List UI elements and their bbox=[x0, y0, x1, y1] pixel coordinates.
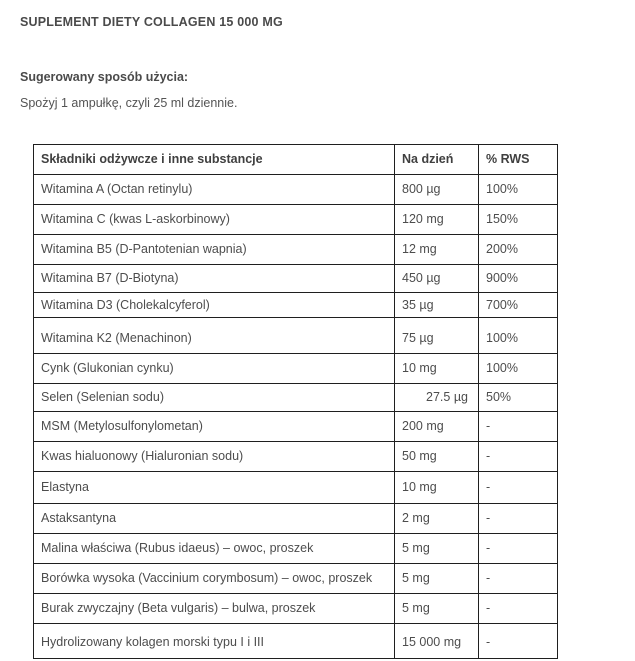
table-row bbox=[34, 293, 558, 318]
ingredient-amount-cell: 200 mg bbox=[395, 412, 479, 442]
ingredient-rws-cell: 900% bbox=[479, 265, 558, 293]
ingredient-name-cell: Cynk (Glukonian cynku) bbox=[34, 354, 395, 384]
usage-heading: Sugerowany sposób użycia: bbox=[20, 70, 189, 84]
ingredient-name-cell: Witamina B7 (D-Biotyna) bbox=[34, 265, 395, 293]
ingredient-rws-cell: - bbox=[479, 594, 558, 624]
table-row bbox=[34, 442, 558, 472]
ingredient-name-cell: Hydrolizowany kolagen morski typu I i III bbox=[34, 624, 395, 659]
ingredient-rws-cell: - bbox=[479, 624, 558, 659]
ingredient-amount-cell: 5 mg bbox=[395, 564, 479, 594]
ingredient-name-cell: Witamina A (Octan retinylu) bbox=[34, 175, 395, 205]
ingredient-amount-cell: 800 µg bbox=[395, 175, 479, 205]
table-row bbox=[34, 594, 558, 624]
table-row bbox=[34, 318, 558, 354]
table-header-row bbox=[34, 145, 558, 175]
ingredient-rws-cell: - bbox=[479, 442, 558, 472]
col-header-rws: % RWS bbox=[479, 145, 558, 175]
table-row bbox=[34, 205, 558, 235]
ingredient-name-cell: Kwas hialuonowy (Hialuronian sodu) bbox=[34, 442, 395, 472]
ingredient-name-cell: Astaksantyna bbox=[34, 504, 395, 534]
ingredient-amount-cell: 35 µg bbox=[395, 293, 479, 318]
table-row bbox=[34, 564, 558, 594]
ingredient-rws-cell: - bbox=[479, 412, 558, 442]
ingredient-amount-cell: 5 mg bbox=[395, 534, 479, 564]
table-body bbox=[34, 175, 558, 659]
ingredient-name-cell: Borówka wysoka (Vaccinium corymbosum) – owoc, proszek bbox=[34, 564, 395, 594]
ingredient-amount-cell: 12 mg bbox=[395, 235, 479, 265]
table-row bbox=[34, 175, 558, 205]
ingredient-name-cell: Witamina D3 (Cholekalcyferol) bbox=[34, 293, 395, 318]
ingredient-rws-cell: 150% bbox=[479, 205, 558, 235]
page-title: SUPLEMENT DIETY COLLAGEN 15 000 MG bbox=[20, 15, 283, 29]
ingredient-amount-cell: 10 mg bbox=[395, 354, 479, 384]
ingredient-amount-cell: 10 mg bbox=[395, 472, 479, 504]
table-row bbox=[34, 412, 558, 442]
ingredient-rws-cell: 100% bbox=[479, 175, 558, 205]
ingredient-rws-cell: - bbox=[479, 534, 558, 564]
table-row bbox=[34, 534, 558, 564]
ingredient-name-cell: Witamina B5 (D-Pantotenian wapnia) bbox=[34, 235, 395, 265]
table-row bbox=[34, 624, 558, 659]
ingredient-rws-cell: 50% bbox=[479, 384, 558, 412]
usage-instructions: Spożyj 1 ampułkę, czyli 25 ml dziennie. bbox=[20, 96, 238, 110]
ingredient-amount-cell: 27.5 µg bbox=[395, 384, 479, 412]
ingredient-name-cell: MSM (Metylosulfonylometan) bbox=[34, 412, 395, 442]
ingredient-rws-cell: - bbox=[479, 504, 558, 534]
ingredient-rws-cell: 100% bbox=[479, 354, 558, 384]
ingredient-name-cell: Witamina C (kwas L-askorbinowy) bbox=[34, 205, 395, 235]
table-row bbox=[34, 472, 558, 504]
col-header-per-day: Na dzień bbox=[395, 145, 479, 175]
table-row bbox=[34, 354, 558, 384]
ingredient-amount-cell: 2 mg bbox=[395, 504, 479, 534]
ingredient-amount-cell: 5 mg bbox=[395, 594, 479, 624]
ingredient-amount-cell: 450 µg bbox=[395, 265, 479, 293]
table-row bbox=[34, 235, 558, 265]
ingredient-name-cell: Burak zwyczajny (Beta vulgaris) – bulwa, proszek bbox=[34, 594, 395, 624]
ingredient-amount-cell: 75 µg bbox=[395, 318, 479, 354]
ingredient-name-cell: Elastyna bbox=[34, 472, 395, 504]
ingredient-rws-cell: 700% bbox=[479, 293, 558, 318]
table-row bbox=[34, 265, 558, 293]
table-header bbox=[34, 145, 558, 175]
ingredient-rws-cell: 100% bbox=[479, 318, 558, 354]
ingredient-amount-cell: 50 mg bbox=[395, 442, 479, 472]
ingredient-rws-cell: - bbox=[479, 564, 558, 594]
supplement-facts-table bbox=[33, 144, 558, 659]
ingredient-amount-cell: 120 mg bbox=[395, 205, 479, 235]
ingredient-rws-cell: 200% bbox=[479, 235, 558, 265]
col-header-substances: Składniki odżywcze i inne substancje bbox=[34, 145, 395, 175]
ingredient-name-cell: Witamina K2 (Menachinon) bbox=[34, 318, 395, 354]
ingredient-rws-cell: - bbox=[479, 472, 558, 504]
ingredient-amount-cell: 15 000 mg bbox=[395, 624, 479, 659]
ingredient-name-cell: Malina właściwa (Rubus idaeus) – owoc, proszek bbox=[34, 534, 395, 564]
table-row bbox=[34, 384, 558, 412]
ingredient-name-cell: Selen (Selenian sodu) bbox=[34, 384, 395, 412]
table-row bbox=[34, 504, 558, 534]
